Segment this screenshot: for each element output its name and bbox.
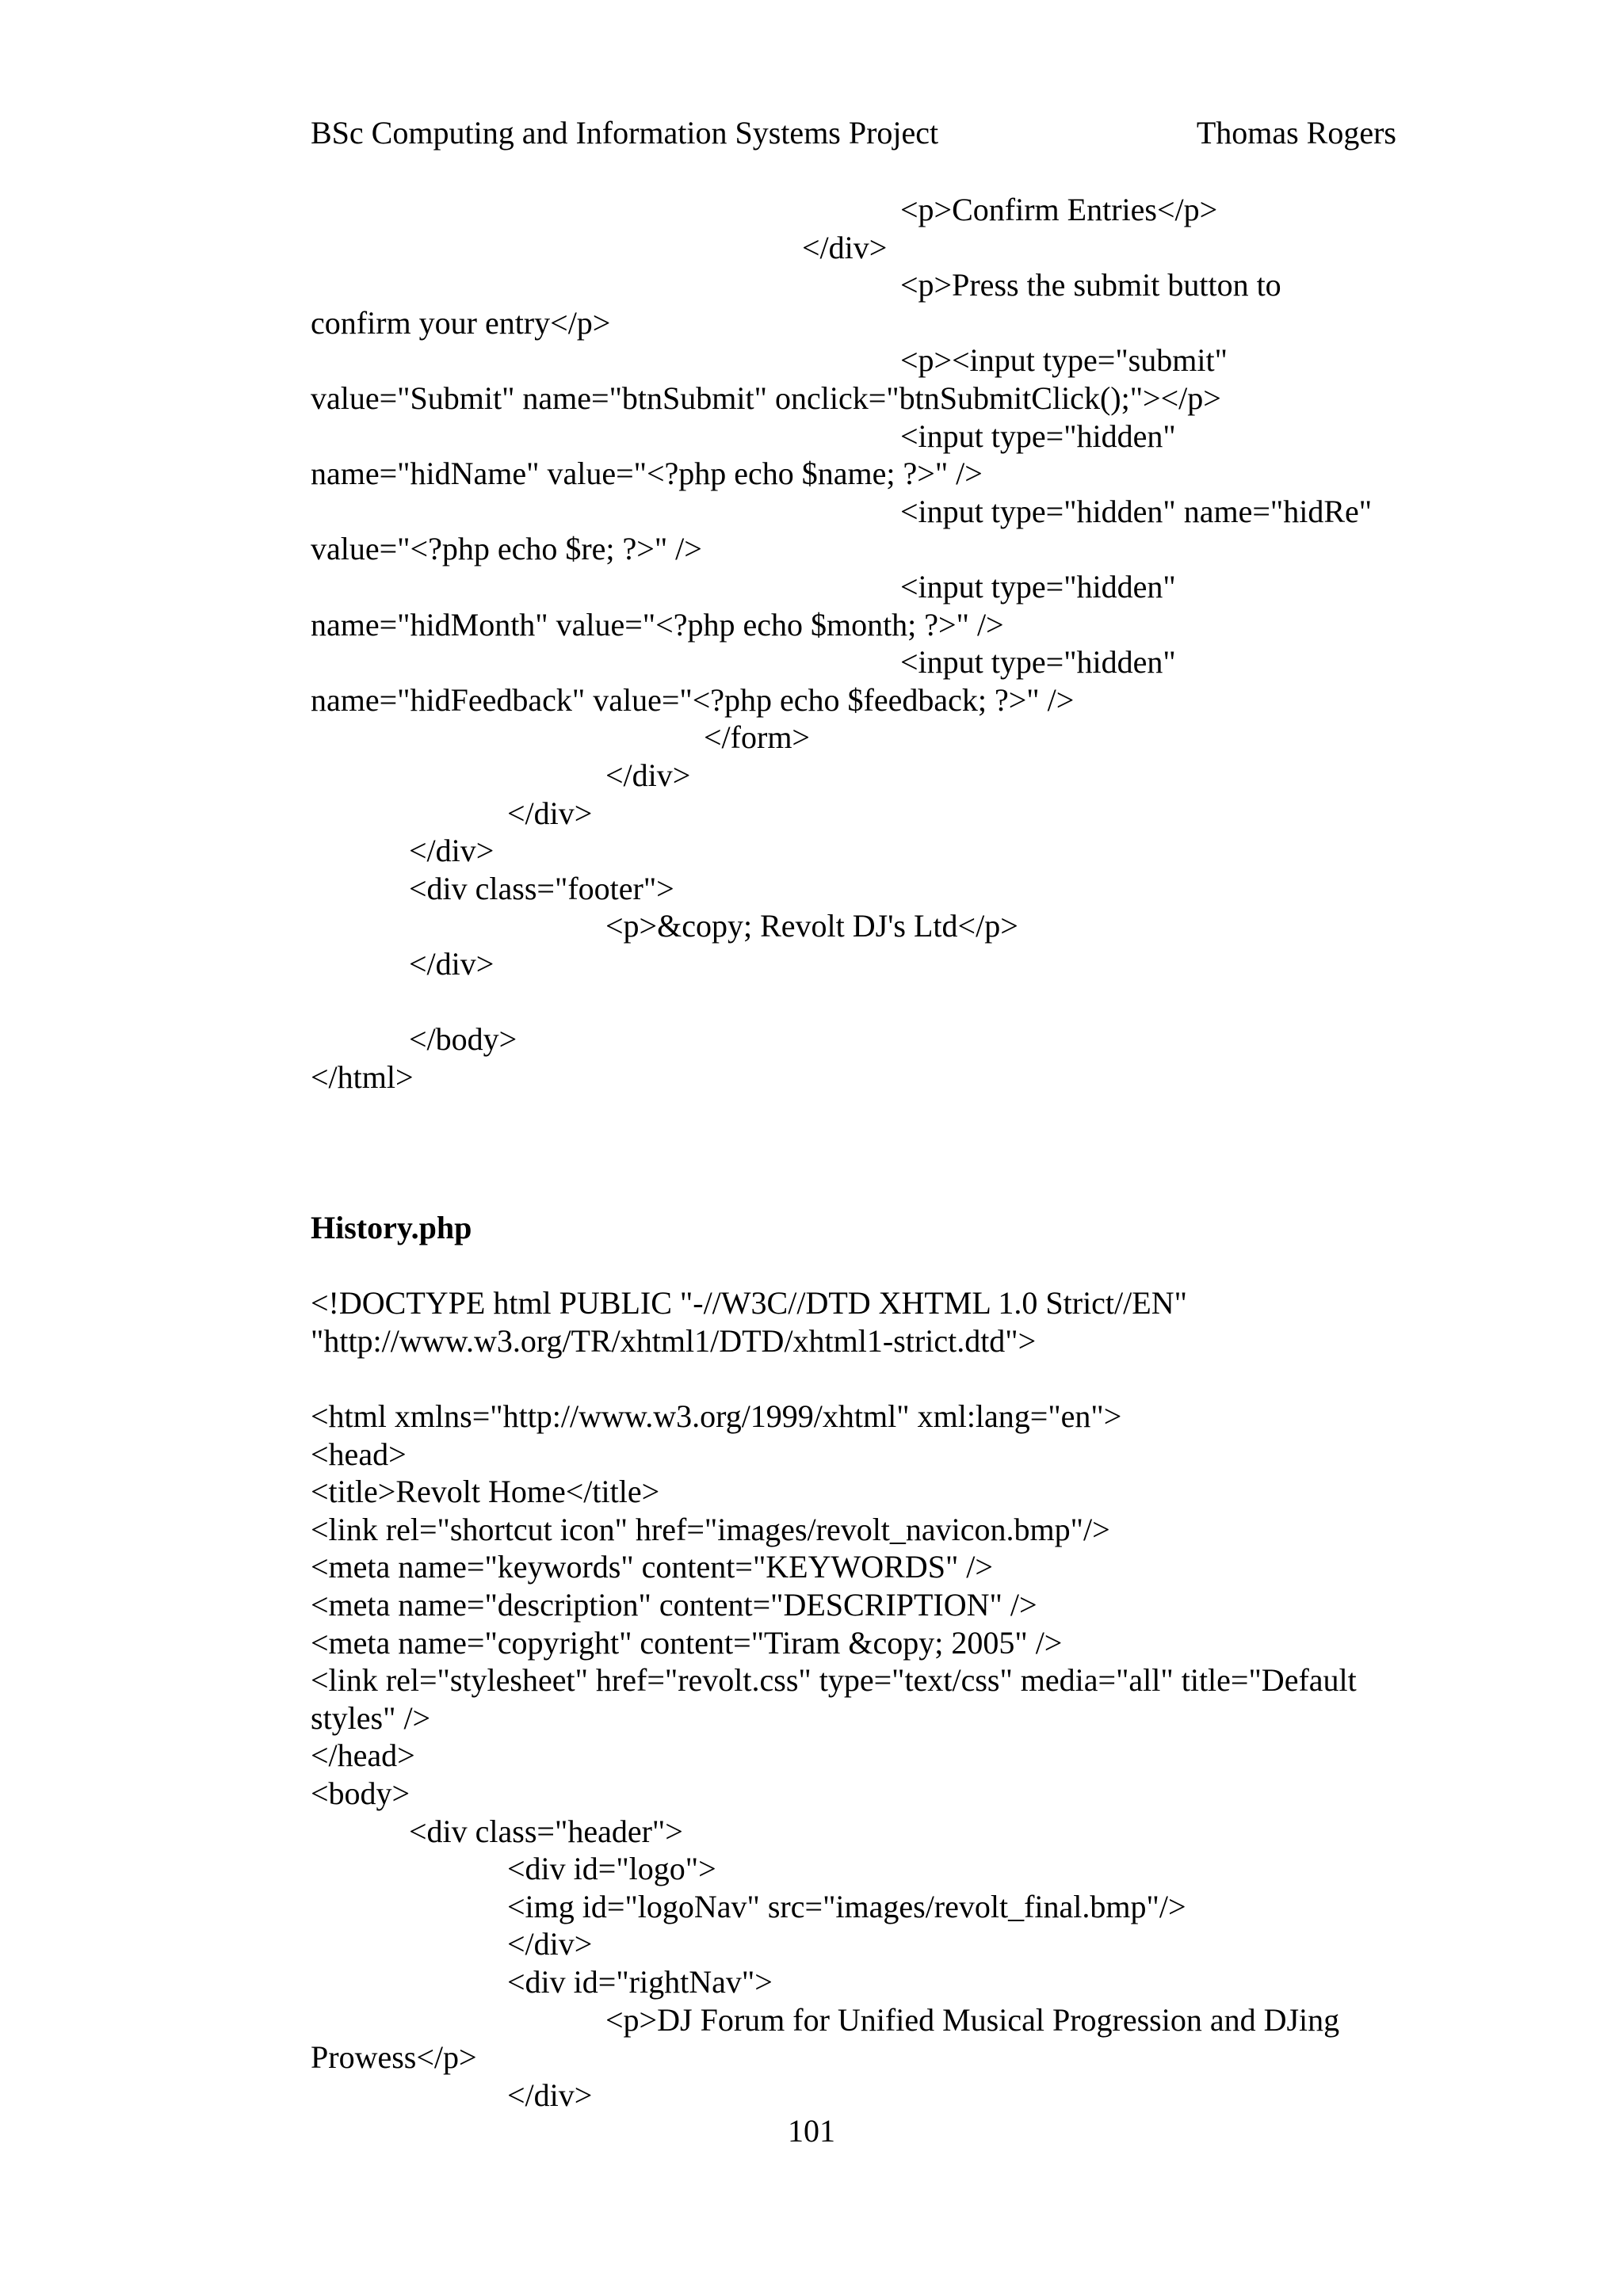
code-line: <p>&copy; Revolt DJ's Ltd</p> xyxy=(605,908,1018,944)
blank-line xyxy=(311,1134,1404,1172)
page-number: 101 xyxy=(788,2113,835,2149)
code-line: <img id="logoNav" src="images/revolt_final.bmp"/> xyxy=(507,1888,1186,1924)
page-body xyxy=(311,191,1404,2114)
header-project-title: BSc Computing and Information Systems Project xyxy=(311,115,939,151)
blank-line xyxy=(311,1096,1404,1134)
code-line: value="Submit" name="btnSubmit" onclick="btnSubmitClick();"></p> xyxy=(311,379,1221,416)
code-line: name="hidName" value="<?php echo $name; ?>" /> xyxy=(311,456,983,492)
blank-line xyxy=(311,982,1404,1020)
code-line: <meta name="keywords" content="KEYWORDS" /> xyxy=(311,1549,993,1585)
code-line: </div> xyxy=(507,2077,593,2113)
code-line: </body> xyxy=(409,1021,517,1058)
code-line: </div> xyxy=(409,945,495,982)
code-line: <p><input type="submit" xyxy=(900,342,1228,379)
code-line: <input type="hidden" name="hidRe" xyxy=(900,493,1373,529)
code-line: value="<?php echo $re; ?>" /> xyxy=(311,531,702,567)
code-line: Prowess</p> xyxy=(311,2039,477,2076)
code-line: styles" /> xyxy=(311,1699,431,1736)
code-line: <body> xyxy=(311,1775,411,1811)
code-line: <div class="header"> xyxy=(409,1813,683,1849)
code-line: <link rel="stylesheet" href="revolt.css" type="text/css" media="all" title="Default xyxy=(311,1662,1357,1699)
blank-line xyxy=(311,1247,1404,1285)
code-line: <div id="logo"> xyxy=(507,1851,716,1887)
code-line: confirm your entry</p> xyxy=(311,304,611,341)
code-line: name="hidMonth" value="<?php echo $month; ?>" /> xyxy=(311,606,1004,643)
code-line: "http://www.w3.org/TR/xhtml1/DTD/xhtml1-strict.dtd"> xyxy=(311,1322,1037,1359)
page-header xyxy=(311,111,1396,155)
code-line: </div> xyxy=(507,1926,593,1962)
code-line: <html xmlns="http://www.w3.org/1999/xhtml" xml:lang="en"> xyxy=(311,1398,1122,1434)
code-line: name="hidFeedback" value="<?php echo $feedback; ?>" /> xyxy=(311,681,1075,718)
header-author: Thomas Rogers xyxy=(1196,115,1396,151)
code-line: </div> xyxy=(507,795,593,831)
code-line: <div class="footer"> xyxy=(409,870,674,906)
code-line: <!DOCTYPE html PUBLIC "-//W3C//DTD XHTML 1.0 Strict//EN" xyxy=(311,1285,1187,1322)
code-line: <meta name="copyright" content="Tiram &copy; 2005" /> xyxy=(311,1624,1063,1661)
code-line: <p>DJ Forum for Unified Musical Progression and DJing xyxy=(605,2001,1340,2038)
code-line: <input type="hidden" xyxy=(900,644,1176,681)
blank-line xyxy=(311,1171,1404,1209)
section-heading: History.php xyxy=(311,1210,472,1246)
code-line: <title>Revolt Home</title> xyxy=(311,1474,660,1510)
code-line: <meta name="description" content="DESCRIPTION" /> xyxy=(311,1586,1037,1623)
code-line: </html> xyxy=(311,1058,414,1095)
code-line: <head> xyxy=(311,1436,407,1472)
code-line: </div> xyxy=(605,757,691,793)
code-line: <p>Confirm Entries</p> xyxy=(900,192,1218,227)
code-line: </form> xyxy=(704,719,810,756)
code-line: <div id="rightNav"> xyxy=(507,1963,773,2000)
blank-line xyxy=(311,1360,1404,1398)
code-line: <input type="hidden" xyxy=(900,418,1176,454)
code-line: <p>Press the submit button to xyxy=(900,267,1281,303)
code-line: </head> xyxy=(311,1737,415,1774)
code-line: <link rel="shortcut icon" href="images/revolt_navicon.bmp"/> xyxy=(311,1511,1110,1547)
code-line: <input type="hidden" xyxy=(900,568,1176,605)
code-line: </div> xyxy=(409,833,495,869)
code-line: </div> xyxy=(802,229,888,265)
